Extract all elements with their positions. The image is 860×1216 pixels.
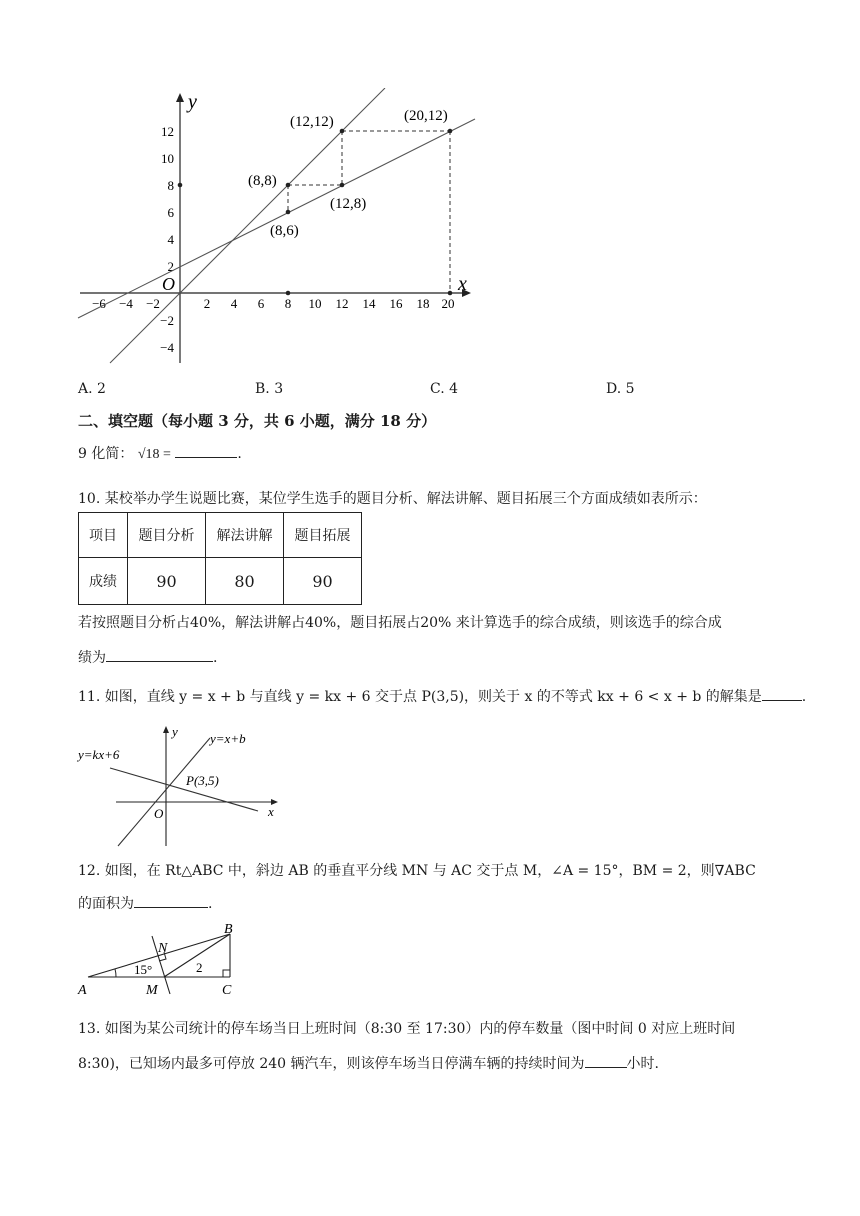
x-tick: 10 bbox=[308, 296, 322, 311]
table-row-label: 成绩 bbox=[79, 558, 128, 605]
q11-text: 11. 如图，直线 y = x + b 与直线 y = kx + 6 交于点 P(3,5)，则关于 x 的不等式 kx + 6 < x + b 的解集是 bbox=[78, 689, 762, 705]
x-tick: −4 bbox=[119, 296, 133, 311]
q11-y-arrow bbox=[163, 726, 169, 733]
y-axis-label: y bbox=[188, 91, 197, 113]
point-label: (12,12) bbox=[290, 114, 334, 130]
x-tick: 18 bbox=[416, 296, 430, 311]
x-tick: 14 bbox=[362, 296, 376, 311]
x-tick: 4 bbox=[230, 296, 238, 311]
q11-label-xb: y=x+b bbox=[210, 731, 246, 746]
origin-label: O bbox=[162, 274, 175, 294]
dashed-guides bbox=[288, 131, 450, 293]
q10-end: . bbox=[213, 650, 218, 666]
choice-a[interactable]: A. 2 bbox=[78, 381, 106, 397]
table-cell: 80 bbox=[206, 558, 284, 605]
x-tick: −2 bbox=[146, 296, 160, 311]
table-cell: 90 bbox=[128, 558, 206, 605]
x-tick: 8 bbox=[284, 296, 292, 311]
point-label: (12,8) bbox=[330, 196, 367, 212]
question-12: 12. 如图，在 Rt△ABC 中，斜边 AB 的垂直平分线 MN 与 AC 交于点 M，∠A = 15°，BM = 2，则∇ABC bbox=[78, 863, 756, 879]
label-n: N bbox=[158, 941, 168, 956]
x-axis-label: x bbox=[458, 273, 467, 295]
q10-line2: 若按照题目分析占40%，解法讲解占40%，题目拓展占20% 来计算选手的综合成绩，则该选手的综合成 bbox=[78, 615, 722, 631]
table-header: 项目 bbox=[79, 513, 128, 558]
question-13: 13. 如图为某公司统计的停车场当日上班时间（8:30 至 17:30）内的停车数量（图中时间 0 对应上班时间 bbox=[78, 1021, 736, 1037]
question-11 bbox=[78, 686, 806, 706]
y-tick: 12 bbox=[161, 124, 174, 139]
coordinate-graph bbox=[70, 88, 490, 370]
table-header: 解法讲解 bbox=[206, 513, 284, 558]
q9-answer-blank[interactable] bbox=[175, 443, 237, 458]
choice-b[interactable]: B. 3 bbox=[255, 381, 284, 397]
x-tick: −6 bbox=[92, 296, 106, 311]
score-table bbox=[78, 512, 362, 605]
q10-answer-blank[interactable] bbox=[106, 647, 213, 662]
x-tick: 2 bbox=[203, 296, 211, 311]
x-tick: 12 bbox=[335, 296, 349, 311]
q10-line3 bbox=[78, 647, 217, 667]
question-9 bbox=[78, 443, 242, 463]
right-angle-c bbox=[223, 970, 230, 977]
y-tick: 10 bbox=[161, 151, 174, 166]
point-label: (8,8) bbox=[248, 173, 277, 189]
q11-origin: O bbox=[154, 806, 164, 821]
q11-y-label: y bbox=[172, 724, 178, 739]
q12-figure bbox=[76, 922, 246, 998]
q13-line2-text: 8:30)，已知场内最多可停放 240 辆汽车，则该停车场当日停满车辆的持续时间为 bbox=[78, 1056, 585, 1072]
q11-answer-blank[interactable] bbox=[762, 686, 802, 701]
label-angle: 15° bbox=[134, 962, 153, 977]
q11-point-label: P(3,5) bbox=[186, 773, 219, 788]
table-header: 题目拓展 bbox=[284, 513, 362, 558]
x-tick: 20 bbox=[441, 296, 455, 311]
label-c: C bbox=[222, 983, 232, 998]
steep-line bbox=[110, 88, 385, 363]
q9-end: . bbox=[237, 446, 242, 462]
q12-line2-text: 的面积为 bbox=[78, 896, 134, 912]
y-tick: −4 bbox=[160, 340, 174, 355]
points bbox=[178, 129, 453, 296]
table-header: 题目分析 bbox=[128, 513, 206, 558]
choice-c[interactable]: C. 4 bbox=[430, 381, 459, 397]
q12-end: . bbox=[208, 896, 213, 912]
q10-line3-text: 绩为 bbox=[78, 650, 106, 666]
y-tick: 2 bbox=[167, 259, 174, 274]
q9-text: 9 化简： bbox=[78, 446, 134, 462]
q11-label-kx6: y=kx+6 bbox=[78, 747, 120, 762]
table-cell: 90 bbox=[284, 558, 362, 605]
y-tick: −2 bbox=[160, 313, 174, 328]
angle-arc-a bbox=[115, 969, 116, 977]
x-tick-labels bbox=[92, 296, 454, 311]
q11-line-kx6 bbox=[110, 768, 258, 811]
q12-line2 bbox=[78, 893, 212, 913]
x-tick: 16 bbox=[389, 296, 403, 311]
q12-answer-blank[interactable] bbox=[134, 893, 208, 908]
y-tick: 8 bbox=[167, 178, 174, 193]
q11-end: . bbox=[801, 689, 807, 705]
y-tick: 4 bbox=[167, 232, 174, 247]
q11-figure bbox=[76, 722, 286, 850]
section-title: 二、填空题（每小题 3 分，共 6 小题，满分 18 分） bbox=[78, 412, 437, 430]
q13-answer-blank[interactable] bbox=[585, 1053, 627, 1068]
q9-expr: √18 = bbox=[137, 447, 171, 462]
q11-x-label: x bbox=[268, 804, 274, 819]
question-10: 10. 某校举办学生说题比赛，某位学生选手的题目分析、解法讲解、题目拓展三个方面成绩如表所示： bbox=[78, 491, 707, 507]
label-m: M bbox=[146, 983, 158, 998]
choice-d[interactable]: D. 5 bbox=[606, 381, 635, 397]
y-axis-arrow bbox=[176, 93, 184, 102]
label-b: B bbox=[224, 922, 233, 937]
shallow-line bbox=[78, 119, 475, 318]
x-tick: 6 bbox=[257, 296, 265, 311]
y-tick: 6 bbox=[167, 205, 174, 220]
point-label: (20,12) bbox=[404, 108, 448, 124]
q13-line2 bbox=[78, 1053, 659, 1073]
point-label: (8,6) bbox=[270, 223, 299, 239]
q13-unit: 小时. bbox=[626, 1056, 659, 1072]
point-labels bbox=[248, 108, 448, 239]
label-a: A bbox=[78, 983, 87, 998]
label-length: 2 bbox=[196, 960, 203, 975]
q11-line-xb bbox=[118, 738, 210, 846]
y-tick-labels bbox=[160, 124, 174, 355]
